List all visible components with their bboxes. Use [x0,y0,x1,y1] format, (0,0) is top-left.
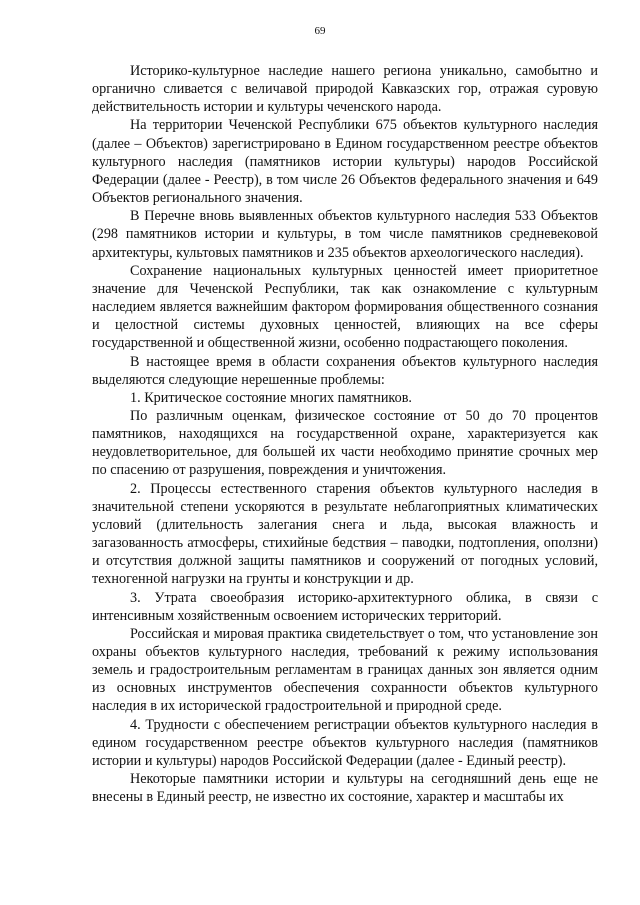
paragraph-problem-2: 2. Процессы естественного старения объектов культурного наследия в значительной степени ускоряются в результате неблагоприятных климатических условий (длительность залегания снега и льда, высокая влажность и загазованность атмосферы, стихийные бедствия – паводки, подтопления, оползни) и отсутствия должной защиты памятников и сооружений от погодных условий, техногенной нагрузки на грунты и конструкции и др. [92,480,598,588]
paragraph-newly-identified-objects: В Перечне вновь выявленных объектов культурного наследия 533 Объектов (298 памятников истории и культуры, в том числе памятников средневековой архитектуры, культовых памятников и 235 объектов археологического наследия). [92,208,598,261]
paragraph-registered-objects: На территории Чеченской Республики 675 объектов культурного наследия (далее – Объектов) зарегистрировано в Едином государственном реестре объектов культурного наследия (памятников истории культуры) народов Российской Федерации (далее - Реестр), в том числе 26 Объектов федерального значения и 649 Объектов регионального значения. [92,117,598,207]
paragraph-unregistered-monuments: Некоторые памятники истории и культуры на сегодняшний день еще не внесены в Единый реестр, не известно их состояние, характер и масштабы их [92,771,598,806]
paragraph-preservation-priority: Сохранение национальных культурных ценностей имеет приоритетное значение для Чеченской Республики, так как ознакомление с культурным наследием является важнейшим фактором формирования общественного сознания и целостной системы духовных ценностей, влияющих на все сферы государственной и общественной жизни, особенно подрастающего поколения. [92,262,598,352]
paragraph-problem-3: 3. Утрата своеобразия историко-архитектурного облика, в связи с интенсивным хозяйственным освоением исторических территорий. [92,589,598,624]
document-body [92,62,598,806]
paragraph-problem-4: 4. Трудности с обеспечением регистрации объектов культурного наследия в едином государственном реестре объектов культурного наследия (памятников истории и культуры) народов Российской Федерации (далее - Единый реестр). [92,716,598,769]
paragraph-heritage-intro: Историко-культурное наследие нашего региона уникально, самобытно и органично сливается с величавой природой Кавказских гор, отражая суровую действительность истории и культуры чеченского народа. [92,63,598,116]
page-number: 69 [314,25,326,37]
paragraph-physical-condition: По различным оценкам, физическое состояние от 50 до 70 процентов памятников, находящихся на государственной охране, характеризуется как неудовлетворительное, для большей их части необходимо принятие срочных мер по спасению от разрушения, повреждения и уничтожения. [92,407,598,479]
paragraph-problem-1: 1. Критическое состояние многих памятников. [130,389,412,406]
paragraph-problems-intro: В настоящее время в области сохранения объектов культурного наследия выделяются следующие нерешенные проблемы: [92,353,598,388]
paragraph-protection-zones: Российская и мировая практика свидетельствует о том, что установление зон охраны объектов культурного наследия, требований к режиму использования земель и градостроительным регламентам в границах данных зон является одним из основных инструментов обеспечения сохранности объектов культурного наследия в их исторической градостроительной и природной среде. [92,625,598,715]
